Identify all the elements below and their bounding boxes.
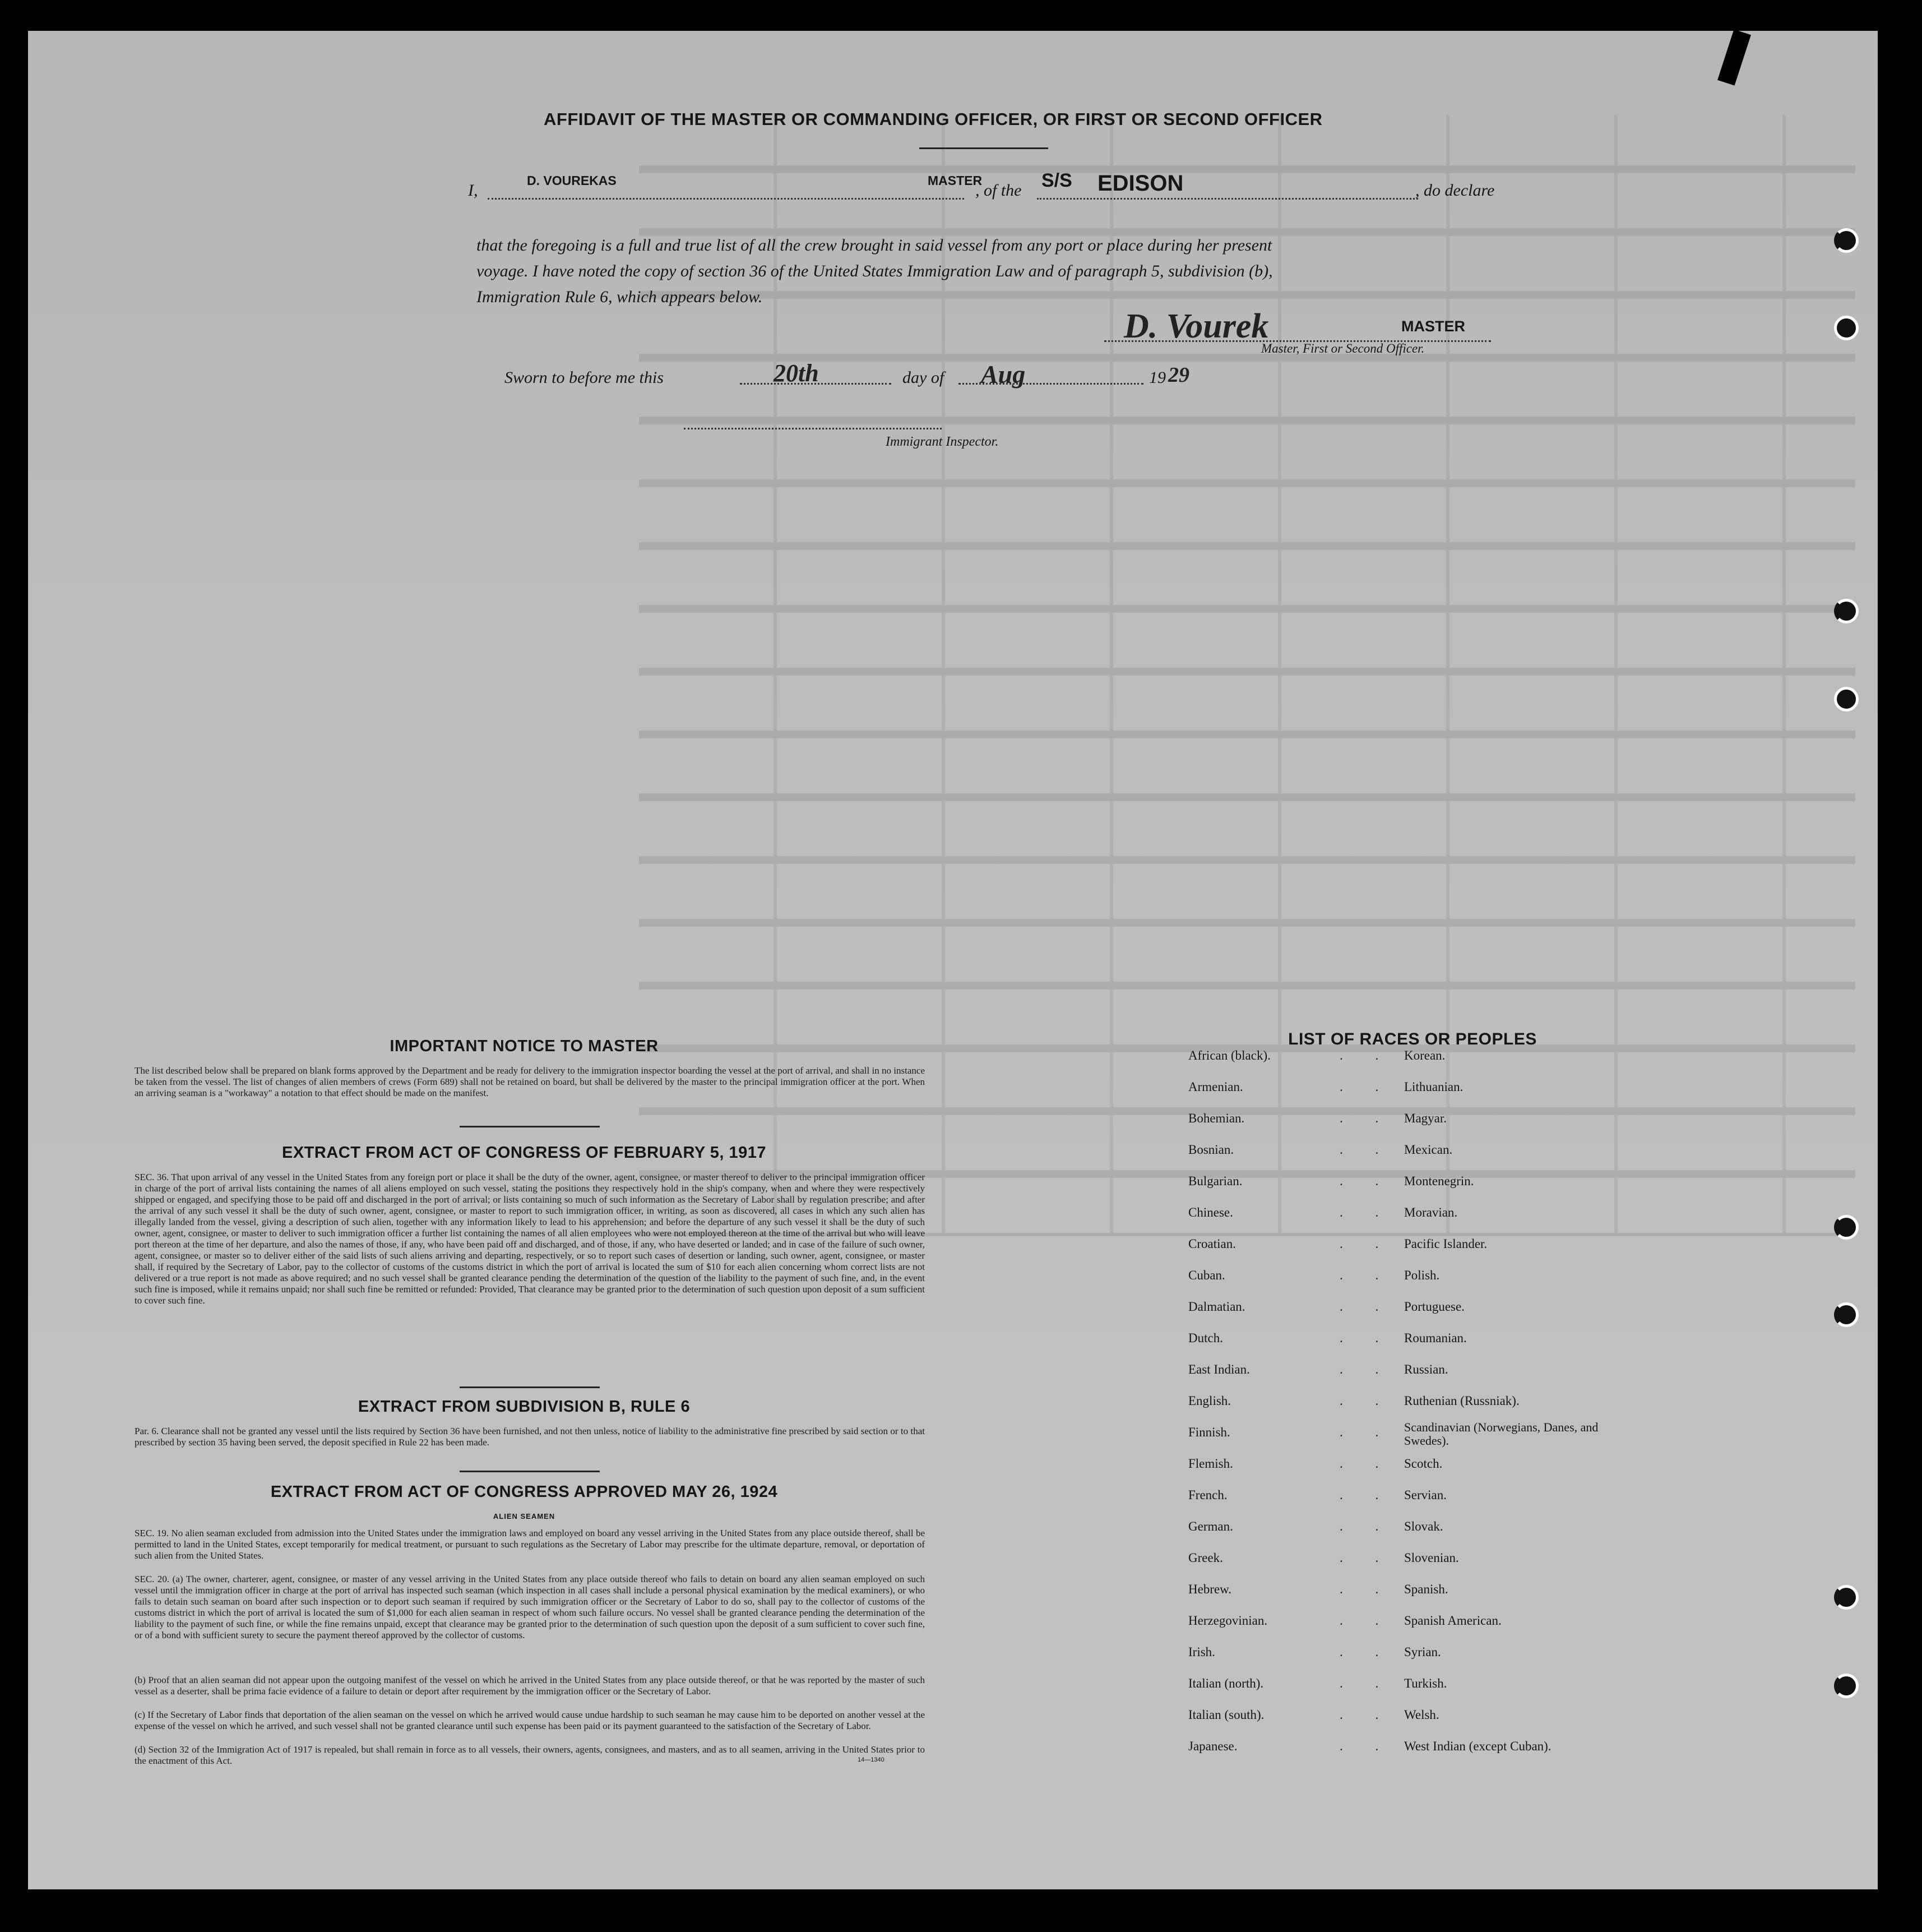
title-rule [919, 147, 1048, 149]
notice-title: IMPORTANT NOTICE TO MASTER [390, 1037, 659, 1055]
race-item-right: Mexican. [1404, 1143, 1453, 1157]
race-item-right: Roumanian. [1404, 1331, 1467, 1345]
race-item-left: Finnish. [1188, 1425, 1230, 1439]
race-item-left: German. [1188, 1519, 1233, 1533]
race-item-left: Italian (south). [1188, 1708, 1265, 1722]
race-row [1188, 1519, 1693, 1542]
race-item-right: Scotch. [1404, 1457, 1443, 1471]
i-label: I, [468, 181, 478, 200]
race-item-left: African (black). [1188, 1048, 1271, 1062]
race-item-right: Spanish American. [1404, 1614, 1502, 1628]
race-item-right: Turkish. [1404, 1676, 1447, 1690]
race-item-left: English. [1188, 1394, 1231, 1408]
race-item-right: Welsh. [1404, 1708, 1439, 1722]
race-row [1188, 1048, 1693, 1071]
race-leader-dots: . . [1340, 1300, 1393, 1314]
race-item-left: Dutch. [1188, 1331, 1223, 1345]
race-item-right: Polish. [1404, 1268, 1440, 1282]
affidavit-title: AFFIDAVIT OF THE MASTER OR COMMANDING OFFICER, OR FIRST OR SECOND OFFICER [544, 109, 1323, 129]
extract-1917-body: SEC. 36. That upon arrival of any vessel in the United States from any foreign port or place it shall be the duty of the owner, agent, consignee, or master thereof to deliver to the principal immigration officer in charge of the port of arrival lists containing the names of all aliens employed on such vessel, stating the positions they respectively hold in the ship's company, when and where they were respectively shipped or engaged, and specifying those to be paid off and discharged in the port of arrival; or lists containing so much of such information as the Secretary of Labor shall by regulation prescribe; and after the arrival of any such vessel it shall be the duty of such owner, agent, consignee, or master to report to such immigration officer, in writing, as soon as discovered, all cases in which any such alien has illegally landed from the vessel, giving a description of such alien, together with any information likely to lead to his apprehension; and before the departure of any such vessel it shall be the duty of such owner, agent, consignee, or master to deliver to such immigration officer a further list containing the names of all alien employees who were not employed thereon at the time of the arrival but who will leave port thereon at the time of her departure, and also the names of those, if any, who have been paid off and discharged, and of those, if any, who have deserted or landed; and in case of the failure of such owner, agent, consignee, or master so to deliver either of the said lists of such aliens arriving and departing, respectively, or so to report such cases of desertion or landing, such owner, agent, consignee, or master shall, if required by the Secretary of Labor, pay to the collector of customs of the customs district in which the port of arrival is located the sum of $10 for each alien concerning whom correct lists are not delivered or a true report is not made as above required; and no such vessel shall be granted clearance pending the determination of the question of the liability to the payment of such fine, and, in the event such fine is imposed, while it remains unpaid; nor shall such fine be remitted or refunded: Provided, That clearance may be granted prior to the determination of such question upon deposit of a sum sufficient to cover such fine. [135, 1172, 925, 1306]
punch-hole [1834, 1215, 1859, 1240]
punch-hole [1834, 228, 1859, 253]
punch-hole [1834, 316, 1859, 340]
page-tear [1717, 31, 1751, 86]
race-leader-dots: . . [1340, 1362, 1393, 1376]
race-row [1188, 1362, 1693, 1385]
race-item-right: Slovak. [1404, 1519, 1443, 1533]
race-item-right: Ruthenian (Russniak). [1404, 1394, 1520, 1408]
race-leader-dots: . . [1340, 1645, 1393, 1659]
race-leader-dots: . . [1340, 1268, 1393, 1282]
rank-typed: MASTER [928, 173, 983, 188]
race-item-right: Slovenian. [1404, 1551, 1459, 1565]
day-value: 20th [774, 359, 819, 387]
extract-1924-sec20d: (d) Section 32 of the Immigration Act of 1917 is repealed, but shall remain in force as to all vessels, their owners, agents, consignees, and masters, and as to all seamen, arriving in the United States prior to the enactment of this Act. [135, 1744, 925, 1766]
race-row [1188, 1708, 1693, 1730]
extract-1917-title: EXTRACT FROM ACT OF CONGRESS OF FEBRUARY 5, 1917 [281, 1144, 767, 1162]
affidavit-line-3: voyage. I have noted the copy of section 36 of the United States Immigration Law and of paragraph 5, subdivision (b), [476, 262, 1273, 280]
race-row [1188, 1111, 1693, 1134]
race-item-right: Spanish. [1404, 1582, 1448, 1596]
punch-hole [1834, 1585, 1859, 1610]
affidavit-line-4: Immigration Rule 6, which appears below. [476, 288, 763, 306]
inspector-line [684, 428, 942, 429]
race-row [1188, 1080, 1693, 1102]
vessel-name: EDISON [1097, 171, 1184, 196]
race-leader-dots: . . [1340, 1331, 1393, 1345]
race-row [1188, 1268, 1693, 1291]
race-item-right: Russian. [1404, 1362, 1448, 1376]
punch-hole [1834, 687, 1859, 711]
month-value: Aug [981, 360, 1026, 389]
extract-1924-title: EXTRACT FROM ACT OF CONGRESS APPROVED MAY 26, 1924 [270, 1483, 778, 1501]
race-item-left: Dalmatian. [1188, 1300, 1245, 1314]
race-item-left: Cuban. [1188, 1268, 1225, 1282]
race-item-left: Croatian. [1188, 1237, 1236, 1251]
race-row [1188, 1676, 1693, 1699]
race-item-right: Magyar. [1404, 1111, 1447, 1125]
inspector-caption: Immigrant Inspector. [886, 435, 999, 449]
race-row [1188, 1420, 1693, 1448]
race-row [1188, 1614, 1693, 1636]
race-item-right: West Indian (except Cuban). [1404, 1739, 1552, 1753]
race-item-left: Bulgarian. [1188, 1174, 1243, 1188]
notice-rule [460, 1126, 600, 1127]
race-row [1188, 1739, 1693, 1762]
race-item-left: Herzegovinian. [1188, 1614, 1268, 1628]
race-leader-dots: . . [1340, 1237, 1393, 1251]
punch-hole [1834, 1674, 1859, 1698]
race-leader-dots: . . [1340, 1582, 1393, 1596]
race-row [1188, 1205, 1693, 1228]
race-row [1188, 1174, 1693, 1196]
race-item-left: Italian (north). [1188, 1676, 1264, 1690]
rule6-title: EXTRACT FROM SUBDIVISION B, RULE 6 [358, 1398, 691, 1416]
race-item-left: Hebrew. [1188, 1582, 1232, 1596]
of-the-label: , of the [975, 181, 1022, 200]
race-row [1188, 1551, 1693, 1573]
vessel-prefix: S/S [1041, 170, 1072, 191]
day-of-label: day of [902, 368, 944, 387]
race-item-right: Korean. [1404, 1048, 1446, 1062]
document-page [28, 31, 1878, 1889]
race-row [1188, 1488, 1693, 1510]
race-leader-dots: . . [1340, 1676, 1393, 1690]
punch-hole [1834, 599, 1859, 623]
race-row [1188, 1331, 1693, 1353]
race-item-left: Bosnian. [1188, 1143, 1234, 1157]
form-number: 14—1340 [858, 1757, 884, 1763]
race-item-right: Montenegrin. [1404, 1174, 1474, 1188]
race-leader-dots: . . [1340, 1488, 1393, 1502]
race-leader-dots: . . [1340, 1394, 1393, 1408]
affidavit-line-2: that the foregoing is a full and true list of all the crew brought in said vessel from any port or place during her present [476, 236, 1272, 255]
race-item-left: Bohemian. [1188, 1111, 1245, 1125]
race-leader-dots: . . [1340, 1205, 1393, 1219]
race-item-left: Flemish. [1188, 1457, 1233, 1471]
extract-1924-sec19: SEC. 19. No alien seaman excluded from admission into the United States under the immigration laws and employed on board any vessel arriving in the United States from any place outside thereof, shall be permitted to land in the United States, except temporarily for medical treatment, or pursuant to such regulations as the Secretary of Labor may prescribe for the ultimate departure, removal, or deportation of such alien from the United States. [135, 1528, 925, 1561]
race-leader-dots: . . [1340, 1519, 1393, 1533]
race-item-left: Japanese. [1188, 1739, 1238, 1753]
race-item-left: East Indian. [1188, 1362, 1250, 1376]
race-item-right: Servian. [1404, 1488, 1447, 1502]
race-leader-dots: . . [1340, 1143, 1393, 1157]
race-leader-dots: . . [1340, 1111, 1393, 1125]
race-item-left: French. [1188, 1488, 1228, 1502]
race-leader-dots: . . [1340, 1739, 1393, 1753]
race-item-right: Lithuanian. [1404, 1080, 1464, 1094]
race-leader-dots: . . [1340, 1457, 1393, 1471]
race-row [1188, 1582, 1693, 1605]
races-title: LIST OF RACES OR PEOPLES [1288, 1030, 1537, 1048]
race-leader-dots: . . [1340, 1174, 1393, 1188]
year-value: 29 [1168, 363, 1189, 387]
extract-1924-sec20b: (b) Proof that an alien seaman did not appear upon the outgoing manifest of the vessel on which he arrived in the United States from any place outside thereof, or that he was reported by the master of such vessel as a deserter, shall be prima facie evidence of a failure to detain or deport after requirement by the immigration officer or the Secretary of Labor. [135, 1675, 925, 1697]
master-signature: D. Vourek [1124, 307, 1269, 345]
rule6-rule [460, 1471, 600, 1472]
extract-1924-subtitle: ALIEN SEAMEN [493, 1512, 555, 1520]
race-item-right: Syrian. [1404, 1645, 1441, 1659]
race-leader-dots: . . [1340, 1708, 1393, 1722]
do-declare-label: , do declare [1415, 181, 1495, 200]
race-item-left: Chinese. [1188, 1205, 1233, 1219]
punch-hole [1834, 1302, 1859, 1327]
extract-1924-sec20c: (c) If the Secretary of Labor finds that deportation of the alien seaman on the vessel on which he arrived would cause undue hardship to such seaman he may cause him to be deported on another vessel at the expense of the vessel on which he arrived, and such vessel shall not be granted clearance until such expense has been paid or its payment guaranteed to the satisfaction of the Secretary of Labor. [135, 1709, 925, 1731]
race-item-right: Portuguese. [1404, 1300, 1465, 1314]
race-leader-dots: . . [1340, 1080, 1393, 1094]
race-item-right: Moravian. [1404, 1205, 1458, 1219]
sworn-label: Sworn to before me this [504, 368, 664, 387]
sign-caption: Master, First or Second Officer. [1261, 341, 1425, 355]
race-leader-dots: . . [1340, 1551, 1393, 1565]
sign-rank: MASTER [1401, 318, 1465, 335]
race-item-right: Scandinavian (Norwegians, Danes, and Swedes). [1404, 1420, 1599, 1448]
race-row [1188, 1237, 1693, 1259]
year-prefix: 19 [1149, 368, 1166, 387]
race-item-left: Irish. [1188, 1645, 1215, 1659]
race-item-left: Armenian. [1188, 1080, 1243, 1094]
race-leader-dots: . . [1340, 1614, 1393, 1628]
rule6-body: Par. 6. Clearance shall not be granted any vessel until the lists required by Section 36 have been furnished, and not then unless, notice of liability to the administrative fine prescribed by said section or to that prescribed by section 35 having been served, the deposit specified in Rule 22 has been made. [135, 1426, 925, 1448]
notice-body: The list described below shall be prepared on blank forms approved by the Department and be ready for delivery to the immigration inspector boarding the vessel at the port of arrival, and shall in no instance be taken from the vessel. The list of changes of alien members of crews (Form 689) shall not be retained on board, but shall be delivered by the master to the principal immigration officer at the port. When an arriving seaman is a "workaway" a notation to that effect should be made on the manifest. [135, 1065, 925, 1098]
race-item-left: Greek. [1188, 1551, 1223, 1565]
race-row [1188, 1394, 1693, 1416]
race-row [1188, 1457, 1693, 1479]
race-row [1188, 1143, 1693, 1165]
extract-1917-rule [460, 1386, 600, 1388]
race-row [1188, 1300, 1693, 1322]
race-leader-dots: . . [1340, 1048, 1393, 1062]
race-item-right: Pacific Islander. [1404, 1237, 1488, 1251]
race-leader-dots: . . [1340, 1425, 1393, 1439]
race-row [1188, 1645, 1693, 1667]
extract-1924-sec20a: SEC. 20. (a) The owner, charterer, agent, consignee, or master of any vessel arriving in the United States from any place outside thereof who fails to detain on board any alien seaman employed on such vessel until the immigration officer in charge at the port of arrival has inspected such seaman (which inspection in all cases shall include a personal physical examination by the medical examiners), or who fails to detain such seaman on board after such inspection or to deport such seaman if required by such immigration officer or the Secretary of Labor to do so, shall pay to the collector of customs of the customs district in which the port of arrival is located the sum of $1,000 for each alien seaman in respect of whom such failure occurs. No vessel shall be granted clearance pending the determination of the liability to the payment of such fine, or while the fine remains unpaid, except that clearance may be granted prior to the determination of such question upon the deposit of a sum sufficient to cover such fine, or of a bond with sufficient surety to secure the payment thereof approved by the collector of customs. [135, 1574, 925, 1640]
vessel-line [1037, 198, 1418, 200]
name-line [488, 198, 964, 200]
officer-name: D. VOUREKAS [527, 173, 617, 188]
